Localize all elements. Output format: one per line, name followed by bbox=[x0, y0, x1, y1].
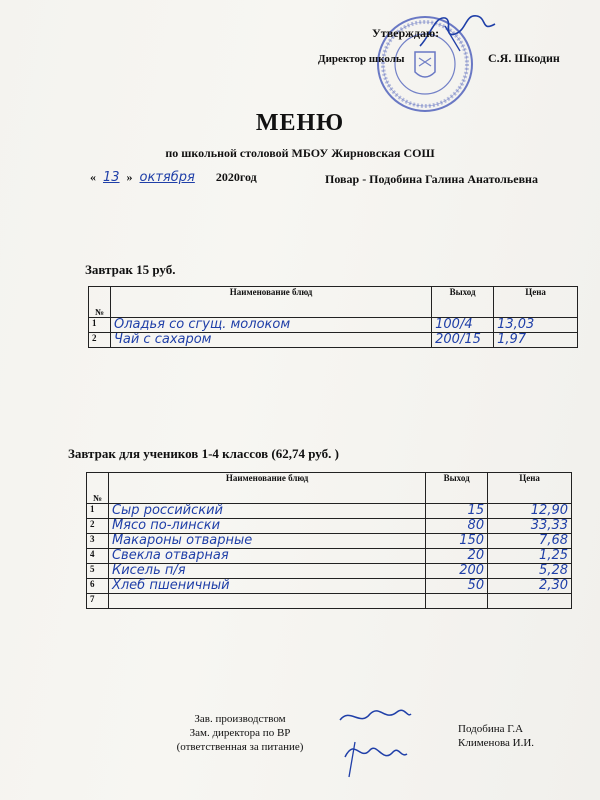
row-price: 7,68 bbox=[488, 534, 572, 549]
row-num: 6 bbox=[87, 579, 109, 594]
footer-name-production: Подобина Г.А bbox=[458, 723, 524, 735]
row-num: 7 bbox=[87, 594, 109, 609]
date-day: 13 bbox=[103, 170, 120, 185]
table-row bbox=[89, 318, 578, 333]
footer-name-deputy: Клименова И.И. bbox=[458, 737, 535, 749]
row-num: 1 bbox=[89, 318, 111, 333]
row-price: 12,90 bbox=[488, 504, 572, 519]
footer-role-deputy: Зам. директора по ВР bbox=[189, 727, 291, 739]
footer-role-production: Зав. производством bbox=[194, 713, 286, 725]
row-output: 200/15 bbox=[432, 333, 494, 348]
row-dish: Свекла отварная bbox=[108, 549, 425, 564]
row-price: 33,33 bbox=[488, 519, 572, 534]
row-output: 15 bbox=[426, 504, 488, 519]
breakfast1-title: Завтрак 15 руб. bbox=[85, 262, 176, 277]
row-output: 50 bbox=[426, 579, 488, 594]
table-row bbox=[87, 504, 572, 519]
date-year: 2020год bbox=[215, 170, 257, 184]
row-price: 1,25 bbox=[488, 549, 572, 564]
director-label: Директор школы bbox=[318, 53, 405, 65]
table-row bbox=[87, 534, 572, 549]
col-price: Цена bbox=[488, 473, 572, 504]
table-row bbox=[87, 579, 572, 594]
col-num: № bbox=[87, 473, 109, 504]
row-output: 20 bbox=[426, 549, 488, 564]
footer-role-responsible: (ответственная за питание) bbox=[176, 741, 304, 753]
row-num: 2 bbox=[89, 333, 111, 348]
date-row bbox=[90, 170, 257, 185]
page-subtitle: по школьной столовой МБОУ Жирновская СОШ bbox=[165, 146, 435, 160]
row-dish: Хлеб пшеничный bbox=[108, 579, 425, 594]
col-price: Цена bbox=[494, 287, 578, 318]
footer-names bbox=[458, 722, 534, 750]
col-output: Выход bbox=[426, 473, 488, 504]
row-dish: Сыр российский bbox=[108, 504, 425, 519]
row-dish bbox=[108, 594, 425, 609]
row-dish: Мясо по-лински bbox=[108, 519, 425, 534]
row-output bbox=[426, 594, 488, 609]
table-row bbox=[89, 333, 578, 348]
col-output: Выход bbox=[432, 287, 494, 318]
director-name: С.Я. Шкодин bbox=[488, 51, 560, 65]
col-name: Наименование блюд bbox=[108, 473, 425, 504]
date-close-quote: » bbox=[126, 170, 133, 184]
row-num: 2 bbox=[87, 519, 109, 534]
footer-signatures bbox=[335, 702, 415, 782]
table-row bbox=[87, 519, 572, 534]
row-output: 100/4 bbox=[432, 318, 494, 333]
row-num: 1 bbox=[87, 504, 109, 519]
row-price: 13,03 bbox=[494, 318, 578, 333]
breakfast1-table bbox=[88, 286, 578, 348]
col-name: Наименование блюд bbox=[110, 287, 431, 318]
table-header-row bbox=[87, 473, 572, 504]
row-price: 1,97 bbox=[494, 333, 578, 348]
table-row bbox=[87, 564, 572, 579]
page-title: МЕНЮ bbox=[255, 110, 345, 136]
table-row bbox=[87, 549, 572, 564]
row-output: 80 bbox=[426, 519, 488, 534]
breakfast2-table bbox=[86, 472, 572, 609]
row-dish: Кисель п/я bbox=[108, 564, 425, 579]
breakfast2-title: Завтрак для учеников 1-4 классов (62,74 руб. ) bbox=[68, 446, 339, 461]
footer-roles bbox=[170, 712, 310, 754]
row-price: 5,28 bbox=[488, 564, 572, 579]
row-dish: Макароны отварные bbox=[108, 534, 425, 549]
table-header-row bbox=[89, 287, 578, 318]
approve-label: Утверждаю: bbox=[372, 26, 440, 40]
row-num: 5 bbox=[87, 564, 109, 579]
row-dish: Чай с сахаром bbox=[110, 333, 431, 348]
row-output: 150 bbox=[426, 534, 488, 549]
row-num: 4 bbox=[87, 549, 109, 564]
row-price bbox=[488, 594, 572, 609]
date-open-quote: « bbox=[90, 170, 96, 184]
table-row bbox=[87, 594, 572, 609]
row-output: 200 bbox=[426, 564, 488, 579]
date-month: октября bbox=[139, 170, 195, 185]
cook-label: Повар - Подобина Галина Анатольевна bbox=[325, 172, 538, 186]
row-num: 3 bbox=[87, 534, 109, 549]
row-price: 2,30 bbox=[488, 579, 572, 594]
col-num: № bbox=[89, 287, 111, 318]
row-dish: Оладья со сгущ. молоком bbox=[110, 318, 431, 333]
